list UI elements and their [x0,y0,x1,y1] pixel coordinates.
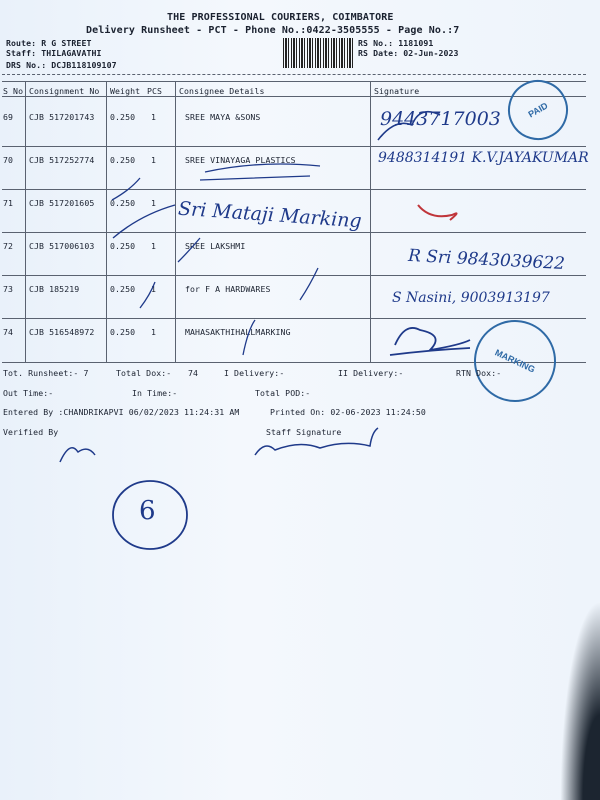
handwritten-signature: Sri Mataji Marking [177,197,363,233]
col-signature: Signature [374,86,420,96]
verified-by-label: Verified By [3,427,59,437]
rs-date: RS Date: 02-Jun-2023 [358,48,459,58]
tick-stroke [243,320,255,355]
row-sno: 72 [3,241,14,251]
row-consignment: CJB 517252774 [29,155,95,165]
row-sno: 69 [3,112,14,122]
staff-signature-label: Staff Signature [266,427,342,437]
row-consignment: CJB 517201605 [29,198,95,208]
row-pcs: 1 [151,327,157,337]
row-sno: 73 [3,284,14,294]
total-dox-value: 74 [188,368,199,378]
row-consignment: CJB 517006103 [29,241,95,251]
row-weight: 0.250 [110,155,136,165]
printed-on: Printed On: 02-06-2023 11:24:50 [270,407,426,417]
row-weight: 0.250 [110,198,136,208]
row-weight: 0.250 [110,327,136,337]
marking-stamp-text: MARKING [493,347,537,375]
row-sno: 74 [3,327,14,337]
entered-by: Entered By :CHANDRIKAPVI 06/02/2023 11:24:31 AM [3,407,240,417]
row-pcs: 1 [151,112,157,122]
red-signature-stroke [418,205,457,220]
circled-number: 6 [139,496,156,526]
row-weight: 0.250 [110,112,136,122]
row-consignee: SREE LAKSHMI [185,241,246,251]
col-consignment: Consignment No [29,86,100,96]
handwritten-signature-phone: S Nasini, 9003913197 [392,290,550,306]
i-delivery: I Delivery:- [224,368,285,378]
tot-runsheet: Tot. Runsheet:- 7 [3,368,89,378]
tick-stroke [178,238,200,262]
company-title: THE PROFESSIONAL COURIERS, COIMBATORE [167,12,394,23]
row-consignment: CJB 185219 [29,284,80,294]
verifier-signature-stroke [60,448,95,462]
staff-text: Staff: THILAGAVATHI [6,48,102,58]
runsheet-title: Delivery Runsheet - PCT - Phone No.:0422-3505555 - Page No.:7 [86,25,460,36]
row-consignment: CJB 517201743 [29,112,95,122]
tick-stroke [140,282,155,308]
row-pcs: 1 [151,241,157,251]
ii-delivery: II Delivery:- [338,368,404,378]
row-consignee: for F A HARDWARES [185,284,271,294]
row-consignee: SREE MAYA &SONS [185,112,261,122]
row-consignment: CJB 516548972 [29,327,95,337]
strikethrough-stroke [200,164,320,180]
col-pcs: PCS [147,86,163,96]
row-consignee: SREE VINAYAGA PLASTICS [185,155,296,165]
row-weight: 0.250 [110,241,136,251]
col-sno: S No [3,86,24,96]
signature-stroke [390,328,470,355]
rs-number: RS No.: 1181091 [358,38,434,48]
total-dox-label: Total Dox:- [116,368,172,378]
row-pcs: 1 [151,155,157,165]
rtn-dox: RTN Dox:- [456,368,502,378]
drs-number: DRS No.: DCJB118109107 [6,60,117,70]
row-weight: 0.250 [110,284,136,294]
handwritten-phone: 9443717003 [380,108,501,130]
row-pcs: 1 [151,284,157,294]
row-sno: 70 [3,155,14,165]
in-time: In Time:- [132,388,178,398]
signature-stroke [378,112,440,140]
handwritten-phone-name: 9488314191 K.V.JAYAKUMAR [378,150,589,166]
col-consignee: Consignee Details [179,86,265,96]
col-weight: Weight [110,86,141,96]
tick-stroke [113,205,175,238]
row-pcs: 1 [151,198,157,208]
tick-stroke [300,268,318,300]
row-consignee: MAHASAKTHIHALLMARKING [185,327,291,337]
paid-stamp-text: PAID [526,100,550,120]
out-time: Out Time:- [3,388,54,398]
handwritten-signature-phone: R Sri 9843039622 [407,245,566,275]
tick-stroke [112,178,140,200]
row-sno: 71 [3,198,14,208]
total-pod: Total POD:- [255,388,311,398]
route-text: Route: R G STREET [6,38,92,48]
